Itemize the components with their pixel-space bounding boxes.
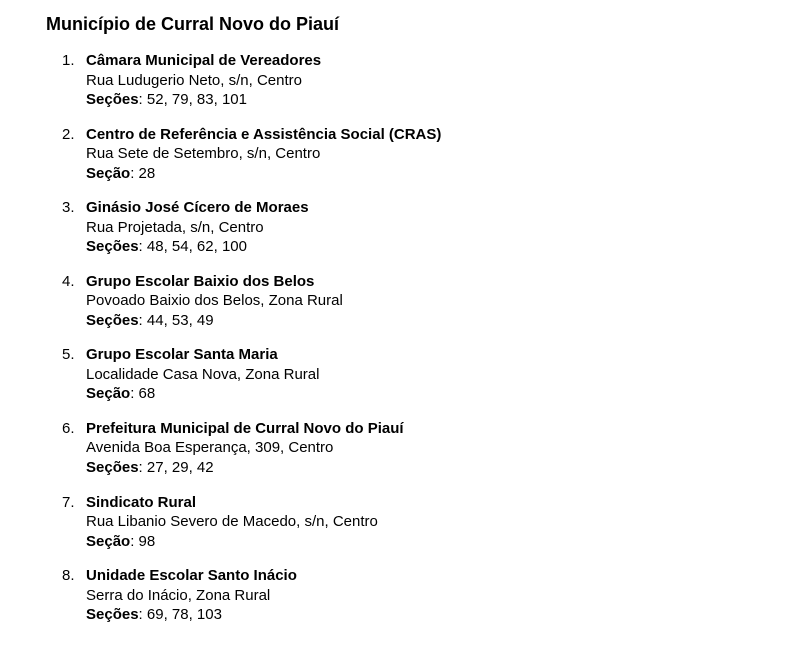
- item-body: [86, 566, 297, 625]
- list-item: [0, 198, 789, 272]
- sections-label: Seções: [86, 238, 139, 256]
- item-name: Ginásio José Cícero de Moraes: [86, 199, 309, 217]
- item-sections: [86, 605, 297, 625]
- sections-label: Seções: [86, 91, 139, 108]
- item-number: 8.: [62, 567, 75, 585]
- item-number: 1.: [62, 52, 75, 69]
- item-sections: [86, 90, 321, 110]
- item-number: 2.: [62, 125, 75, 143]
- item-sections: [86, 164, 441, 184]
- item-body: [86, 345, 319, 404]
- item-address: Rua Projetada, s/n, Centro: [86, 218, 264, 236]
- item-body: [86, 493, 378, 552]
- sections-values: : 27, 29, 42: [138, 458, 214, 476]
- sections-values: : 69, 78, 103: [138, 606, 222, 624]
- item-name: Prefeitura Municipal de Curral Novo do Piauí: [86, 419, 404, 437]
- sections-label: Seções: [86, 311, 139, 329]
- item-address: Avenida Boa Esperança, 309, Centro: [86, 439, 334, 457]
- sections-values: : 48, 54, 62, 100: [138, 238, 247, 256]
- item-name: Grupo Escolar Baixio dos Belos: [86, 272, 315, 290]
- sections-label: Seções: [86, 606, 139, 624]
- sections-values: : 98: [130, 532, 156, 550]
- list-item: [0, 125, 789, 199]
- item-body: [86, 419, 404, 478]
- sections-label: Seção: [86, 164, 131, 182]
- item-number: 4.: [62, 272, 75, 290]
- item-address: Serra do Inácio, Zona Rural: [86, 586, 271, 604]
- list-item: [0, 345, 789, 419]
- item-sections: [86, 384, 319, 404]
- sections-values: : 28: [130, 164, 156, 182]
- item-sections: [86, 237, 309, 257]
- list-item: [0, 419, 789, 493]
- item-address: Povoado Baixio dos Belos, Zona Rural: [86, 292, 343, 310]
- list-item: [0, 566, 789, 640]
- list-item: [0, 272, 789, 346]
- item-name: Centro de Referência e Assistência Social (CRAS): [86, 125, 442, 143]
- sections-label: Seções: [86, 458, 139, 476]
- item-address: Rua Ludugerio Neto, s/n, Centro: [86, 71, 302, 89]
- sections-label: Seção: [86, 385, 131, 403]
- polling-places-list: [0, 51, 789, 640]
- item-number: 6.: [62, 419, 75, 437]
- item-sections: [86, 311, 343, 331]
- item-body: [86, 125, 441, 184]
- sections-values: : 44, 53, 49: [138, 311, 214, 329]
- item-name: Grupo Escolar Santa Maria: [86, 346, 278, 364]
- item-name: Unidade Escolar Santo Inácio: [86, 567, 297, 585]
- item-sections: [86, 458, 404, 478]
- list-item: [0, 493, 789, 567]
- page-title: Município de Curral Novo do Piauí: [46, 14, 340, 34]
- item-name: Câmara Municipal de Vereadores: [86, 52, 322, 69]
- list-item: [0, 51, 789, 125]
- item-address: Localidade Casa Nova, Zona Rural: [86, 365, 320, 383]
- item-number: 7.: [62, 493, 75, 511]
- sections-label: Seção: [86, 532, 131, 550]
- item-body: [86, 272, 343, 331]
- item-address: Rua Sete de Setembro, s/n, Centro: [86, 145, 321, 163]
- sections-values: : 68: [130, 385, 156, 403]
- item-body: [86, 51, 321, 110]
- item-number: 3.: [62, 199, 75, 217]
- sections-values: : 52, 79, 83, 101: [138, 91, 247, 108]
- item-sections: [86, 532, 378, 552]
- item-number: 5.: [62, 346, 75, 364]
- item-name: Sindicato Rural: [86, 493, 197, 511]
- item-body: [86, 198, 309, 257]
- item-address: Rua Libanio Severo de Macedo, s/n, Centro: [86, 513, 378, 531]
